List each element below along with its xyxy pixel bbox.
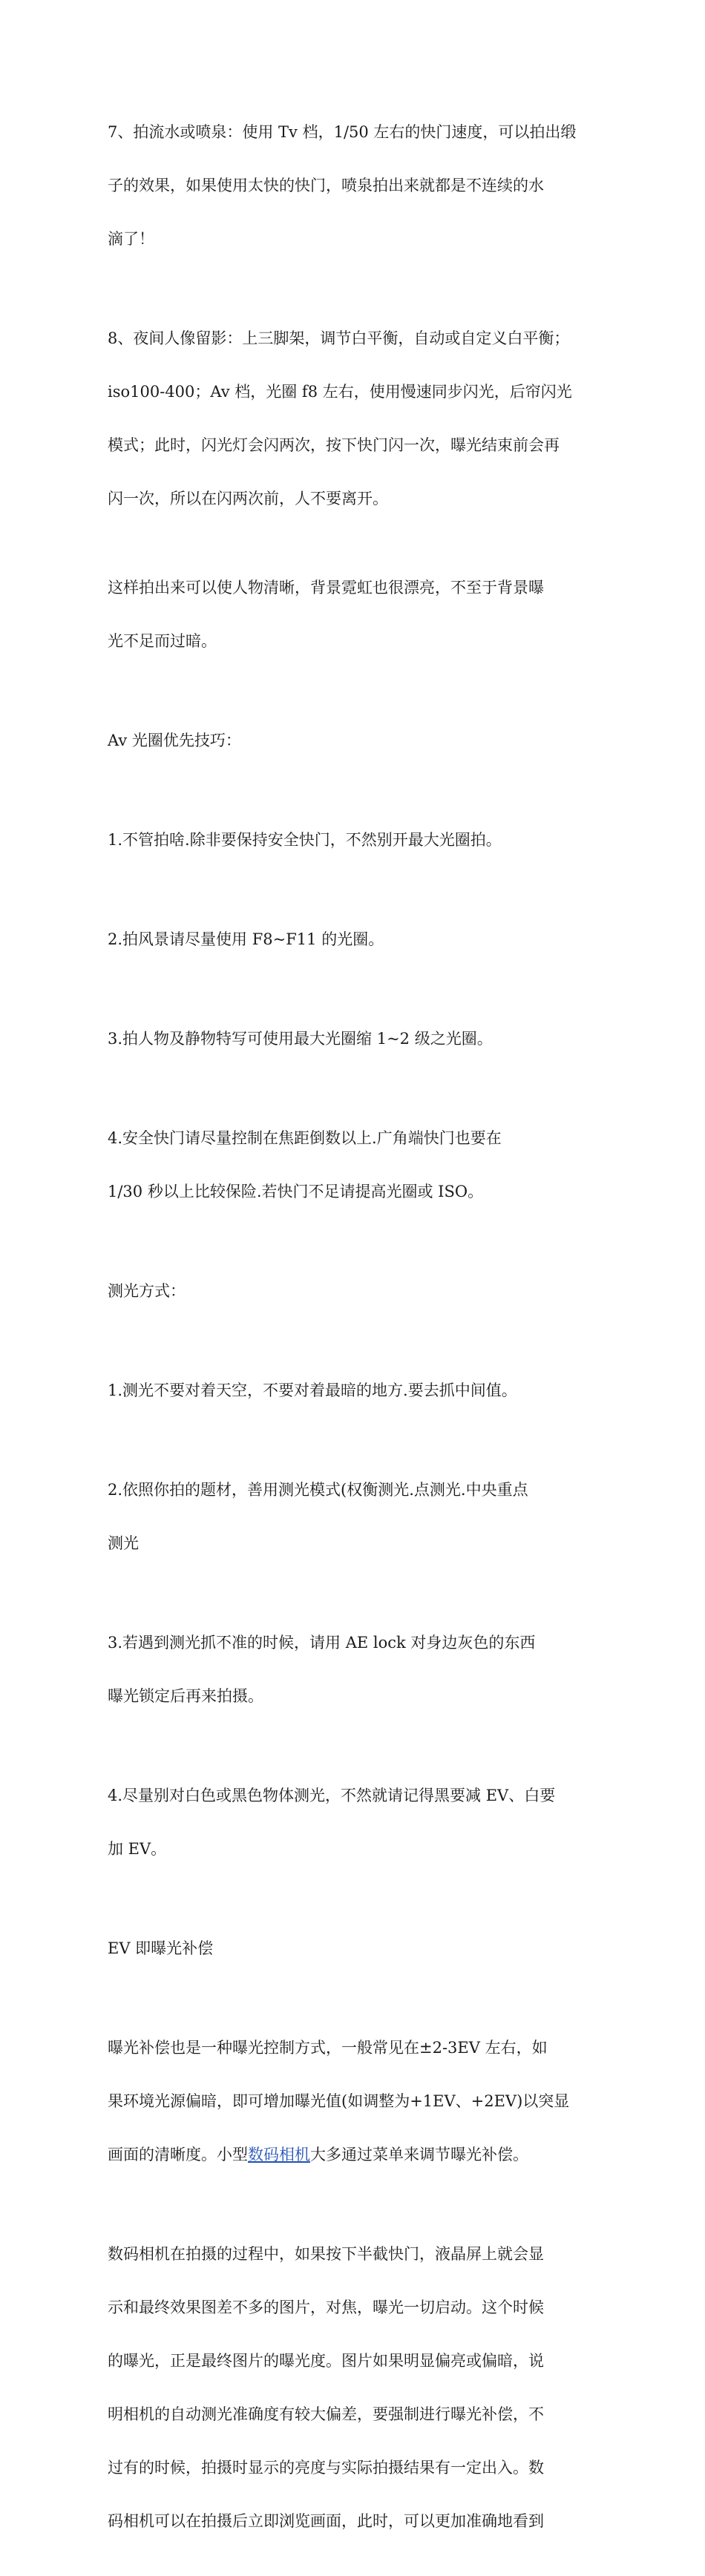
tv-tip-7 bbox=[108, 88, 603, 283]
text-line: 子的效果，如果使用太快的快门，喷泉拍出来就都是不连续的水 bbox=[108, 177, 544, 194]
heading-text: EV 即曝光补偿 bbox=[108, 1939, 214, 1957]
text-line bbox=[108, 2146, 603, 2163]
text-line: 示和最终效果图差不多的图片，对焦，曝光一切启动。这个时候 bbox=[108, 2299, 544, 2316]
text-line: 闪一次，所以在闪两次前，人不要离开。 bbox=[108, 490, 388, 507]
text-line: 这样拍出来可以使人物清晰，背景霓虹也很漂亮，不至于背景曝 bbox=[108, 579, 544, 597]
text-line: 码相机可以在拍摄后立即浏览画面，此时，可以更加准确地看到 bbox=[108, 2512, 544, 2530]
metering-heading bbox=[108, 1246, 603, 1335]
text-line: 的曝光，正是最终图片的曝光度。图片如果明显偏亮或偏暗，说 bbox=[108, 2352, 544, 2370]
ev-paragraph bbox=[108, 2003, 603, 2199]
text-line: 数码相机在拍摄的过程中，如果按下半截快门，液晶屏上就会显 bbox=[108, 2245, 544, 2263]
av-tip-1 bbox=[108, 795, 603, 884]
av-tip-3 bbox=[108, 994, 603, 1083]
text-segment: 画面的清晰度。小型 bbox=[108, 2146, 248, 2163]
text-line: 2.依照你拍的题材，善用测光模式(权衡测光.点测光.中央重点 bbox=[108, 1481, 528, 1499]
av-tip-4 bbox=[108, 1094, 603, 1236]
metering-tip-2 bbox=[108, 1445, 603, 1588]
text-segment: 大多通过菜单来调节曝光补偿。 bbox=[310, 2146, 528, 2163]
av-tip-2 bbox=[108, 895, 603, 984]
text-line: 8、夜间人像留影：上三脚架，调节白平衡，自动或自定义白平衡； bbox=[108, 329, 570, 347]
text-line: 2.拍风景请尽量使用 F8~F11 的光圈。 bbox=[108, 930, 384, 948]
text-line: 明相机的自动测光准确度有较大偏差，要强制进行曝光补偿，不 bbox=[108, 2405, 544, 2423]
digital-camera-paragraph bbox=[108, 2209, 603, 2566]
text-line: 1.不管拍啥.除非要保持安全快门，不然别开最大光圈拍。 bbox=[108, 831, 502, 849]
text-line: 1.测光不要对着天空，不要对着最暗的地方.要去抓中间值。 bbox=[108, 1381, 517, 1399]
metering-tip-3 bbox=[108, 1598, 603, 1741]
metering-tip-1 bbox=[108, 1346, 603, 1435]
digital-camera-link[interactable]: 数码相机 bbox=[248, 2146, 310, 2163]
text-line: 光不足而过暗。 bbox=[108, 632, 217, 650]
text-line: 加 EV。 bbox=[108, 1840, 167, 1858]
text-line: 滴了！ bbox=[108, 230, 154, 248]
document-page bbox=[108, 88, 603, 2576]
tv-tip-8-note bbox=[108, 543, 603, 686]
heading-text: Av 光圈优先技巧： bbox=[108, 732, 241, 749]
text-line: 测光 bbox=[108, 1534, 139, 1552]
av-heading bbox=[108, 696, 603, 785]
text-line: 3.若遇到测光抓不准的时候，请用 AE lock 对身边灰色的东西 bbox=[108, 1634, 536, 1652]
text-line: 过有的时候，拍摄时显示的亮度与实际拍摄结果有一定出入。数 bbox=[108, 2459, 544, 2477]
text-line: iso100-400；Av 档，光圈 f8 左右，使用慢速同步闪光，后帘闪光 bbox=[108, 383, 572, 401]
text-line: 1/30 秒以上比较保险.若快门不足请提高光圈或 ISO。 bbox=[108, 1183, 484, 1200]
text-line: 7、拍流水或喷泉：使用 Tv 档，1/50 左右的快门速度，可以拍出缎 bbox=[108, 123, 577, 141]
tv-tip-8 bbox=[108, 294, 603, 543]
text-line: 4.安全快门请尽量控制在焦距倒数以上.广角端快门也要在 bbox=[108, 1129, 502, 1147]
text-line: 果环境光源偏暗，即可增加曝光值(如调整为+1EV、+2EV)以突显 bbox=[108, 2092, 570, 2110]
text-line: 曝光锁定后再来拍摄。 bbox=[108, 1687, 263, 1705]
text-line: 曝光补偿也是一种曝光控制方式，一般常见在±2-3EV 左右，如 bbox=[108, 2039, 548, 2057]
text-line: 4.尽量别对白色或黑色物体测光，不然就请记得黑要减 EV、白要 bbox=[108, 1787, 556, 1804]
ev-heading bbox=[108, 1904, 603, 1993]
heading-text: 测光方式： bbox=[108, 1282, 186, 1300]
text-line: 模式；此时，闪光灯会闪两次，按下快门闪一次，曝光结束前会再 bbox=[108, 436, 560, 454]
metering-tip-4 bbox=[108, 1751, 603, 1893]
text-line: 3.拍人物及静物特写可使用最大光圈缩 1~2 级之光圈。 bbox=[108, 1030, 493, 1048]
